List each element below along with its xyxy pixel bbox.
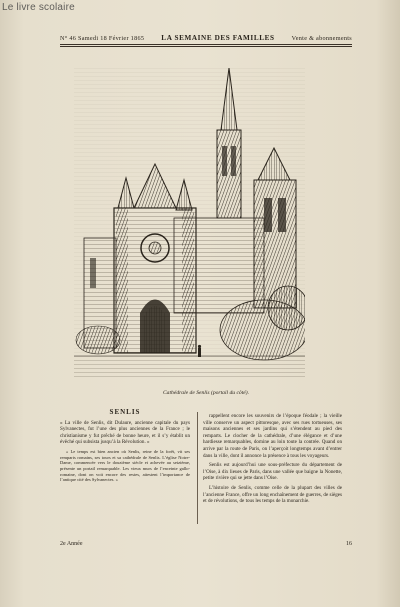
header-right: Vente & abonnements bbox=[291, 34, 352, 42]
illustration-caption: Cathédrale de Senlis (portail du côté). bbox=[162, 390, 250, 396]
column-divider bbox=[197, 412, 198, 524]
header-rule bbox=[60, 44, 352, 45]
cathedral-engraving bbox=[74, 68, 305, 380]
article-paragraph: L’histoire de Senlis, comme celle de la plupart des villes de l’ancienne France, offre un long enchaînement de guerres, de sièges et de révolutions, de tous les temps de la monarchie. bbox=[203, 484, 342, 505]
article-paragraph: Senlis est aujourd’hui une sous-préfecture du département de l’Oise, à dix lieues de Paris, dans une vallée que baigne la Nonette, petite rivière qui se jette dans l’Oise. bbox=[203, 462, 342, 482]
page-header bbox=[60, 33, 352, 43]
article-column-left bbox=[60, 407, 190, 486]
volume-label: 2e Année bbox=[60, 541, 83, 547]
page-footer bbox=[60, 541, 352, 547]
publication-title: LA SEMAINE DES FAMILLES bbox=[161, 34, 275, 42]
article-paragraph: « La ville de Senlis, dit Dulaure, ancienne capitale du pays Sylvanectes, fut l’une des plus anciennes de la France ; le christianisme y fut prêché de bonne heure, et il s’y établit un évêché qui subsista jusqu’à la Révolution. » bbox=[60, 419, 190, 446]
issue-info: N° 46 Samedi 18 Février 1865 bbox=[60, 34, 145, 42]
page-number: 16 bbox=[346, 541, 352, 547]
header-rule-thin bbox=[60, 46, 352, 47]
watermark-logo: Le livre scolaire bbox=[2, 2, 75, 13]
article-paragraph: rappellent encore les souvenirs de l’époque féodale ; la vieille ville conserve un aspect pittoresque, avec ses rues tortueuses, ses maisons anciennes et ses jardins qui s’étendent au pied des remparts. Le clocher de la cathédrale, d’une élégance et d’une hardiesse remarquables, domine au loin toute la contrée. Quand on arrive par la route de Paris, on l’aperçoit longtemps avant d’entrer dans la ville, dont il annonce la présence à tous les voyageurs. bbox=[203, 413, 342, 459]
article-heading: SENLIS bbox=[109, 408, 141, 416]
article-column-right bbox=[203, 413, 342, 508]
article-paragraph: « Le temps est bien ancien où Senlis, reine de la forêt, vit ses remparts romains, ses tours et sa cathédrale de Senlis. L’église Notre-Dame, commencée vers le douzième siècle et achevée au seizième, présente un portail remarquable. Les vieux murs de l’enceinte gallo-romaine, dont on voit encore des restes, attestent l’importance de l’antique cité des Sylvanectes. » bbox=[60, 448, 190, 483]
